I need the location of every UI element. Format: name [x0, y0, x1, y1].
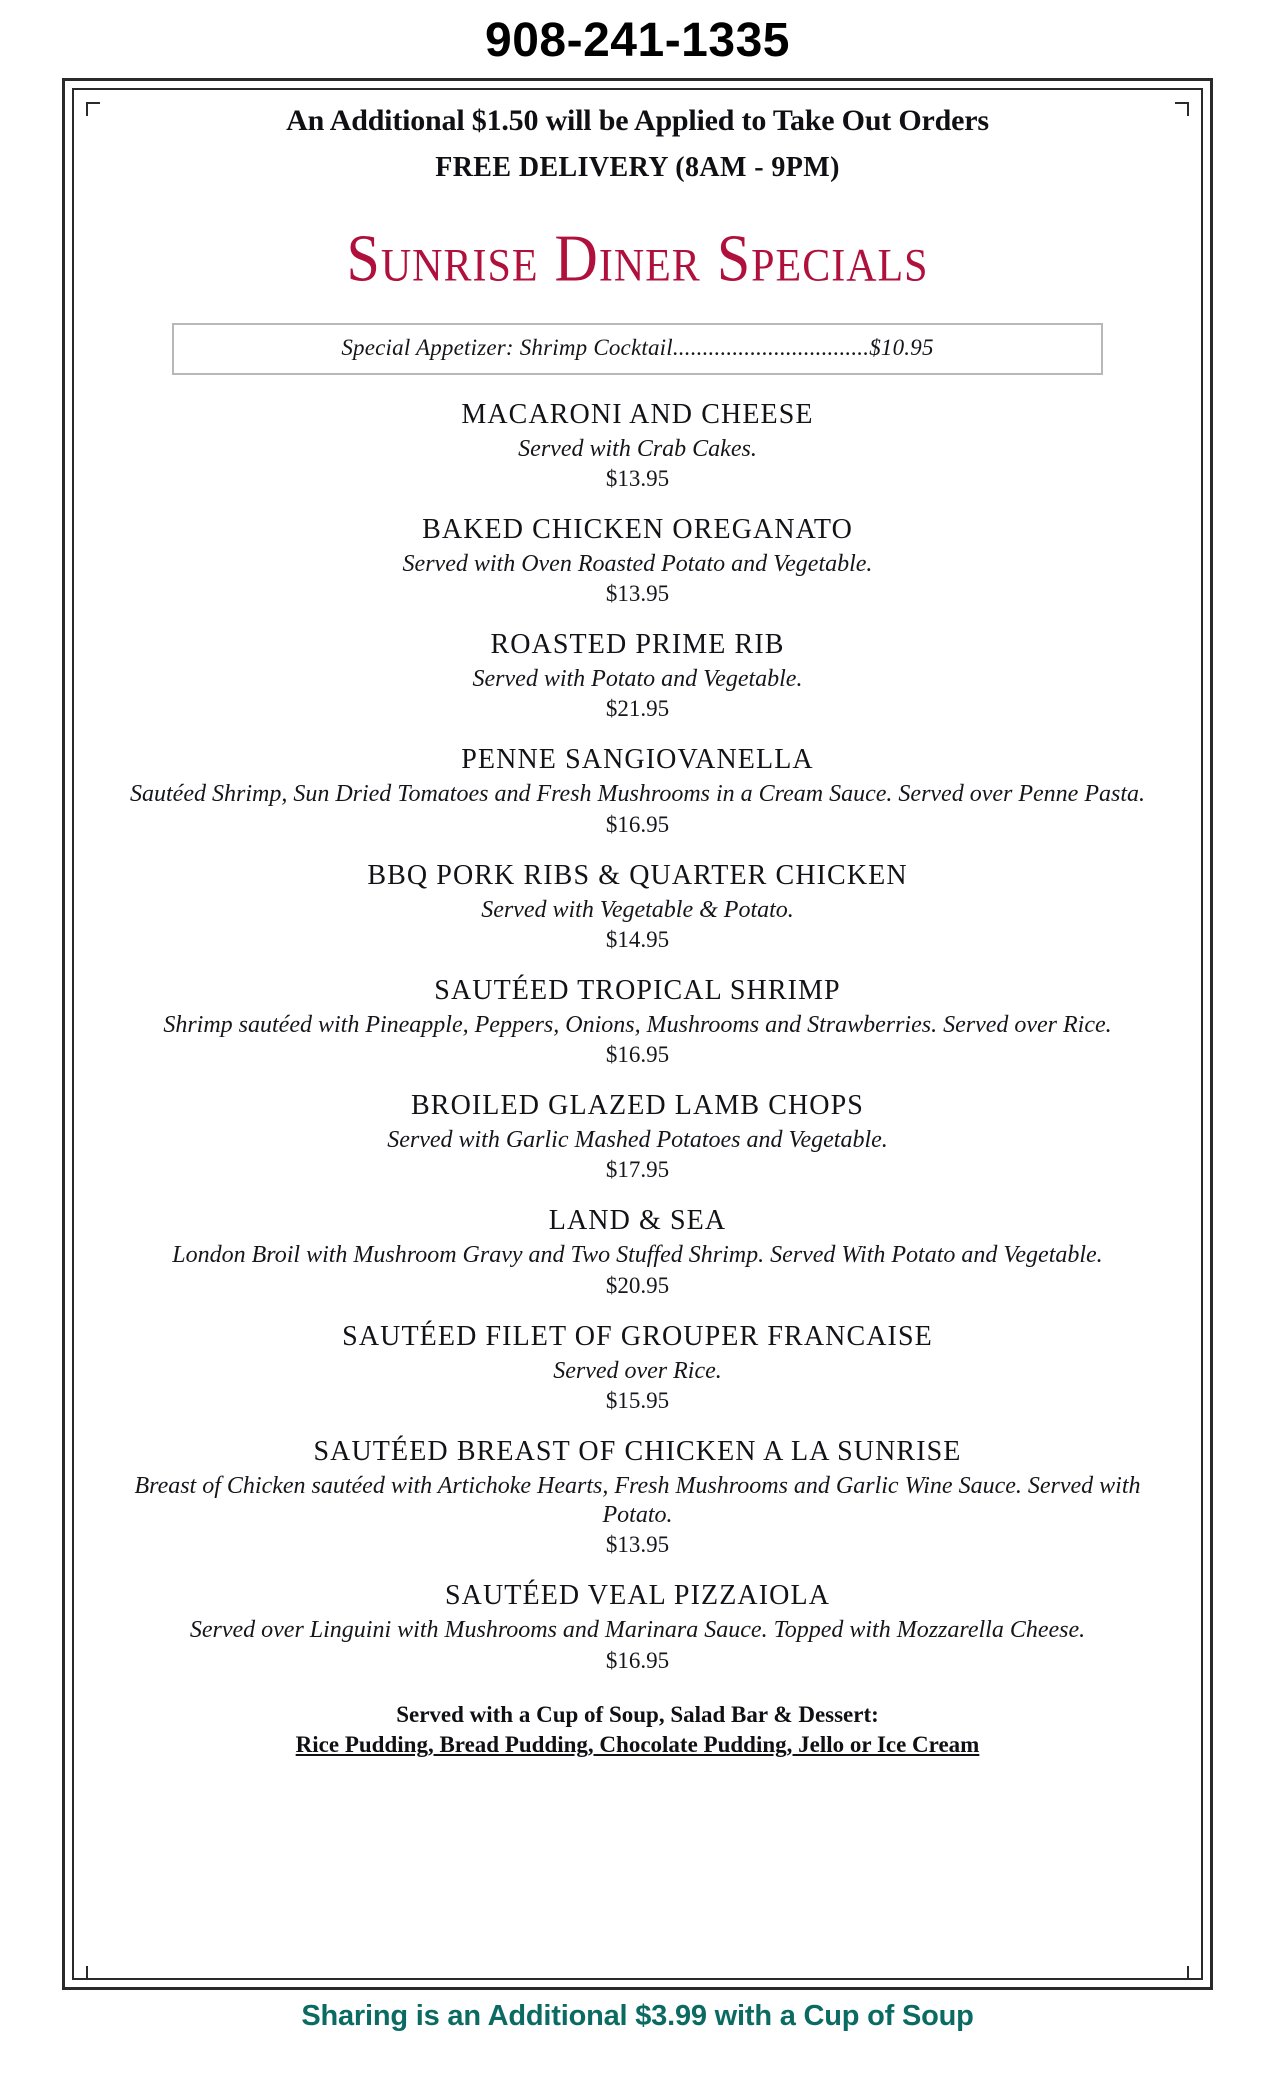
special-appetizer-text: Special Appetizer: Shrimp Cocktail.................................$10.95 [341, 334, 934, 360]
item-name: SAUTÉED BREAST OF CHICKEN A LA SUNRISE [313, 1435, 962, 1467]
item-description: Sautéed Shrimp, Sun Dried Tomatoes and Fresh Mushrooms in a Cream Sauce. Served over Penne Pasta. [130, 781, 1145, 808]
special-appetizer-box [172, 323, 1103, 375]
takeout-notice: An Additional $1.50 will be Applied to Take Out Orders [286, 104, 989, 137]
list-item [110, 1319, 1165, 1414]
list-item [110, 742, 1165, 837]
item-price: $16.95 [605, 1042, 670, 1068]
item-price: $16.95 [605, 811, 670, 837]
delivery-notice: FREE DELIVERY (8AM - 9PM) [435, 151, 840, 183]
item-name: SAUTÉED VEAL PIZZAIOLA [444, 1580, 831, 1612]
item-name: MACARONI AND CHEESE [461, 398, 814, 430]
item-price: $21.95 [605, 696, 670, 722]
list-item [110, 512, 1165, 607]
list-item [110, 1203, 1165, 1298]
item-name: PENNE SANGIOVANELLA [461, 744, 814, 776]
item-price: $20.95 [605, 1272, 670, 1298]
phone-number: 908-241-1335 [485, 14, 790, 67]
item-price: $17.95 [605, 1157, 670, 1183]
list-item [110, 1578, 1165, 1673]
menu-content [86, 96, 1189, 1759]
item-name: BAKED CHICKEN OREGANATO [422, 513, 853, 545]
corner-ornament-inner-bottom-left [86, 1966, 100, 1980]
item-name: BROILED GLAZED LAMB CHOPS [411, 1090, 864, 1122]
item-description: Served over Linguini with Mushrooms and Marinara Sauce. Topped with Mozzarella Cheese. [189, 1617, 1086, 1644]
item-name: SAUTÉED TROPICAL SHRIMP [434, 974, 841, 1006]
item-name: ROASTED PRIME RIB [490, 629, 785, 661]
list-item [110, 1088, 1165, 1183]
item-description: Served with Garlic Mashed Potatoes and Vegetable. [387, 1127, 888, 1154]
specials-list [110, 397, 1165, 1674]
page-title: Sunrise Diner Specials [346, 220, 929, 295]
item-price: $16.95 [605, 1647, 670, 1673]
item-price: $14.95 [605, 926, 670, 952]
item-description: Served over Rice. [553, 1357, 722, 1384]
list-item [110, 627, 1165, 722]
item-price: $13.95 [605, 581, 670, 607]
included-line-1: Served with a Cup of Soup, Salad Bar & Dessert: [396, 1701, 879, 1727]
corner-ornament-inner-bottom-right [1175, 1966, 1189, 1980]
item-description: London Broil with Mushroom Gravy and Two Stuffed Shrimp. Served With Potato and Vegetable. [172, 1242, 1103, 1269]
item-name: BBQ PORK RIBS & QUARTER CHICKEN [367, 859, 908, 891]
item-name: LAND & SEA [548, 1205, 727, 1237]
item-description: Shrimp sautéed with Pineapple, Peppers, Onions, Mushrooms and Strawberries. Served over Rice. [163, 1011, 1112, 1038]
item-description: Served with Oven Roasted Potato and Vegetable. [402, 550, 873, 577]
sharing-note: Sharing is an Additional $3.99 with a Cup of Soup [301, 2000, 974, 2032]
list-item [110, 858, 1165, 953]
item-description: Served with Vegetable & Potato. [481, 896, 794, 923]
item-description: Breast of Chicken sautéed with Artichoke Hearts, Fresh Mushrooms and Garlic Wine Sauce. Served with Potato. [134, 1472, 1141, 1529]
item-price: $13.95 [605, 465, 670, 491]
item-price: $13.95 [605, 1532, 670, 1558]
included-with-meal-note [110, 1700, 1165, 1760]
included-line-2: Rice Pudding, Bread Pudding, Chocolate Pudding, Jello or Ice Cream [295, 1731, 980, 1757]
list-item [110, 973, 1165, 1068]
list-item [110, 1434, 1165, 1559]
item-name: SAUTÉED FILET OF GROUPER FRANCAISE [342, 1320, 933, 1352]
item-price: $15.95 [605, 1387, 670, 1413]
list-item [110, 397, 1165, 492]
item-description: Served with Crab Cakes. [518, 435, 757, 462]
item-description: Served with Potato and Vegetable. [472, 666, 803, 693]
